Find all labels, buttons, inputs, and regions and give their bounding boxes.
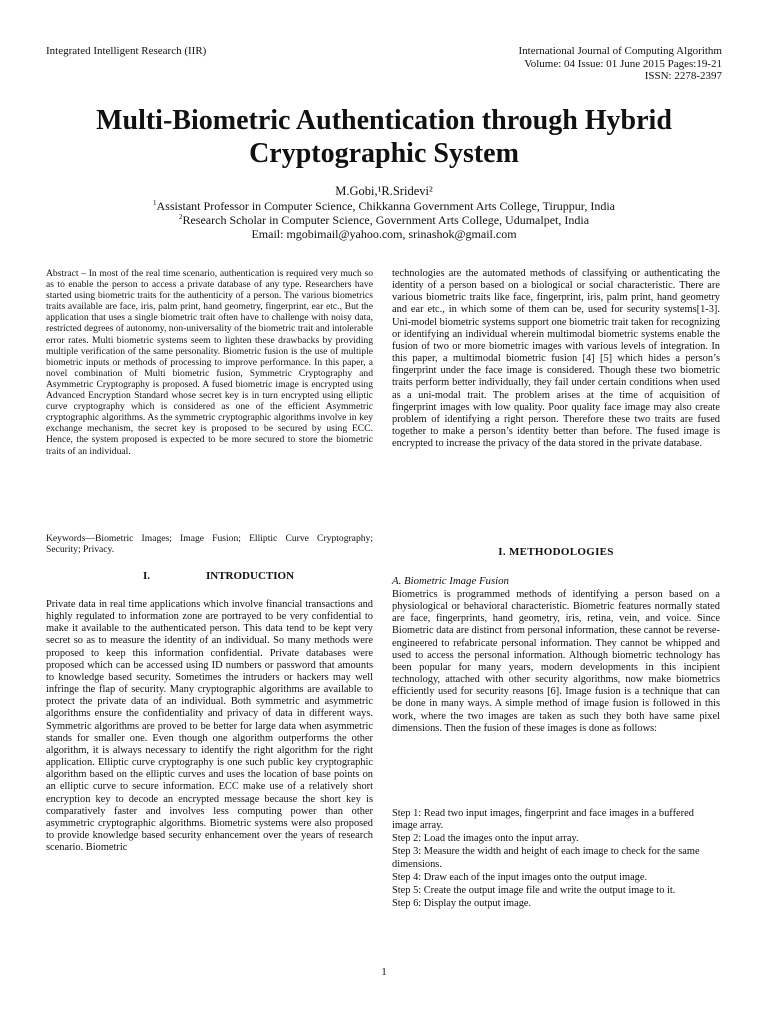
journal-volume: Volume: 04 Issue: 01 June 2015 Pages:19-21 [524, 57, 722, 70]
journal-header [519, 45, 722, 83]
journal-name: International Journal of Computing Algorithm [518, 45, 722, 57]
author-emails: Email: mgobimail@yahoo.com, srinashok@gmail.com [251, 227, 517, 241]
image-fusion-text: Biometrics is programmed methods of identifying a person based on a physiological or behavioral characteristic. Biometric features normally stated are face, fingerprints, hand geometry, iris, retina, vein, and voice. Since Biometric data are distinct from personal information, these cannot be reverse-engineered to refabricate personal information. They cannot be whipped and used to access the personal information. Although biometric technology has been popular for many years, modern developments in this incipient technology, attached with other security algorithms, now make biometrics efficiently used for security reasons [6]. Image fusion is a technique that can be done in many ways. A simple method of image fusion is followed in this work, where the two images are taken as such they both have same pixel dimensions. Then the fusion of these images is done as follows: [392, 589, 720, 734]
list-item: Step 3: Measure the width and height of each image to check for the same dimensions. [392, 846, 700, 870]
keywords: Keywords—Biometric Images; Image Fusion; Elliptic Curve Cryptography; Security; Privacy. [46, 533, 373, 556]
list-item: Step 1: Read two input images, fingerprint and face images in a buffered image array. [392, 808, 694, 832]
list-item: Step 5: Create the output image file and write the output image to it. [392, 884, 676, 896]
abstract: Abstract – In most of the real time scenario, authentication is required very much so as to enable the person to access a private database of any type. Researchers have started using biometric traits for the authenticity of a person. The various biometrics traits available are face, iris, palm print, hand geometry, fingerprint, ear etc., But the application that uses a single biometric trait often have to challenge with noisy data, restricted degrees of autonomy, non-universality of the biometric trait and intolerable error rates. Multi biometric systems seem to lighten these drawbacks by providing multiple verification of the same personality. Biometric fusion is the use of multiple biometric inputs or methods of processing to improve performance. In this paper, a novel combination of Multi biometric fusion, Symmetric Cryptography and Asymmetric Cryptography is proposed. A fused biometric image is encrypted using Advanced Encryption Standard whose secret key is in turn encrypted using elliptic curve cryptography which is considered as one of the efficient Asymmetric cryptographic algorithms. As the symmetric cryptographic algorithms involve in key exchange mechanism, the secret key is proposed to be secured by using ECC. Hence, the system proposed is expected to be more secured to store the biometric traits of an individual. [46, 268, 373, 457]
author-block [0, 184, 768, 241]
paper-title: Multi-Biometric Authentication through Hybrid Cryptographic System [96, 105, 672, 169]
affiliation-1: $^1$Assistant Professor in Computer Science, Chikkanna Government Arts College, Tiruppur, India [153, 199, 615, 213]
section-heading-methodologies: I. METHODOLOGIES [498, 546, 614, 558]
fusion-steps-list [392, 808, 720, 911]
list-item: Step 6: Display the output image. [392, 898, 532, 910]
author-names: M.Gobi,¹R.Sridevi² [335, 184, 433, 198]
list-item: Step 2: Load the images onto the input array. [392, 833, 579, 845]
affiliation-1-marker: 1 [153, 199, 157, 207]
affiliation-2-marker: 2 [178, 213, 183, 221]
page-number: 1 [381, 966, 387, 978]
section-number: I. [143, 570, 151, 582]
publisher-header: Integrated Intelligent Research (IIR) [46, 45, 207, 57]
subsection-heading: A. Biometric Image Fusion [392, 575, 509, 587]
journal-issn: ISSN: 2278-2397 [644, 70, 722, 82]
introduction-text: Private data in real time applications which involve financial transactions and highly regulated to information zone are portrayed to be very confidential to make it available to the authenticated person. This data tend to be kept very secret so as to measure the identity of an individual. So many methods were proposed to keep this information confidential. Private databases were proposed which can be accessed using ID numbers or password that amounts to knowledge based security. Sometimes the intruders or hackers may well infringe the flap of security. Many cryptographic algorithms are available to protect the private data of an individual. Both symmetric and asymmetric algorithms ensure the confidentiality and privacy of data in different ways. Symmetric algorithms are proved to be better for large data when asymmetric stands for smaller one. Even though one algorithm outperforms the other algorithm, it is always necessary to identify the right algorithm for the right application. Elliptic curve cryptography is one such public key cryptographic algorithm based on the elliptic curves and uses the location of base points on an elliptic curve to secure information. ECC make use of a relatively short encryption key to decode an encrypted message because the short key is comparatively faster and involves less computing power than other asymmetric cryptographic algorithms. Biometric systems were also proposed to provide knowledge based security enhancement over the years of research scenario. Biometric [46, 599, 373, 854]
section-title: INTRODUCTION [206, 570, 295, 582]
affiliation-2: $^2$Research Scholar in Computer Science, Government Arts College, Udumalpet, India [178, 213, 590, 227]
introduction-continued-text: technologies are the automated methods of classifying or authenticating the identity of a person based on a biological or social characteristic. There are various biometric traits like face, fingerprint, iris, palm print, hand geometry and ear etc., in which some of them can be, used for security systems[1-3]. Uni-model biometric systems support one biometric trait taken for recognizing or identifying an individual wherein multimodal biometric systems enable the fusion of two or more biometric images with various levels of integration. In this paper, a multimodal biometric fusion [4] [5] which hides a person’s fingerprint under the face image is considered. Though these two biometric traits perform better individually, they fail under certain conditions when used as a uni-modal trait. The problem arises at the time of acquisition of fingerprint images with low quality. Poor quality face image may also create problem of identifying a right person. Therefore these two traits are fused together to make a person’s identity better than before. The fused image is encrypted to increase the privacy of the data stored in the private database. [392, 268, 720, 450]
list-item: Step 4: Draw each of the input images onto the output image. [392, 871, 648, 883]
